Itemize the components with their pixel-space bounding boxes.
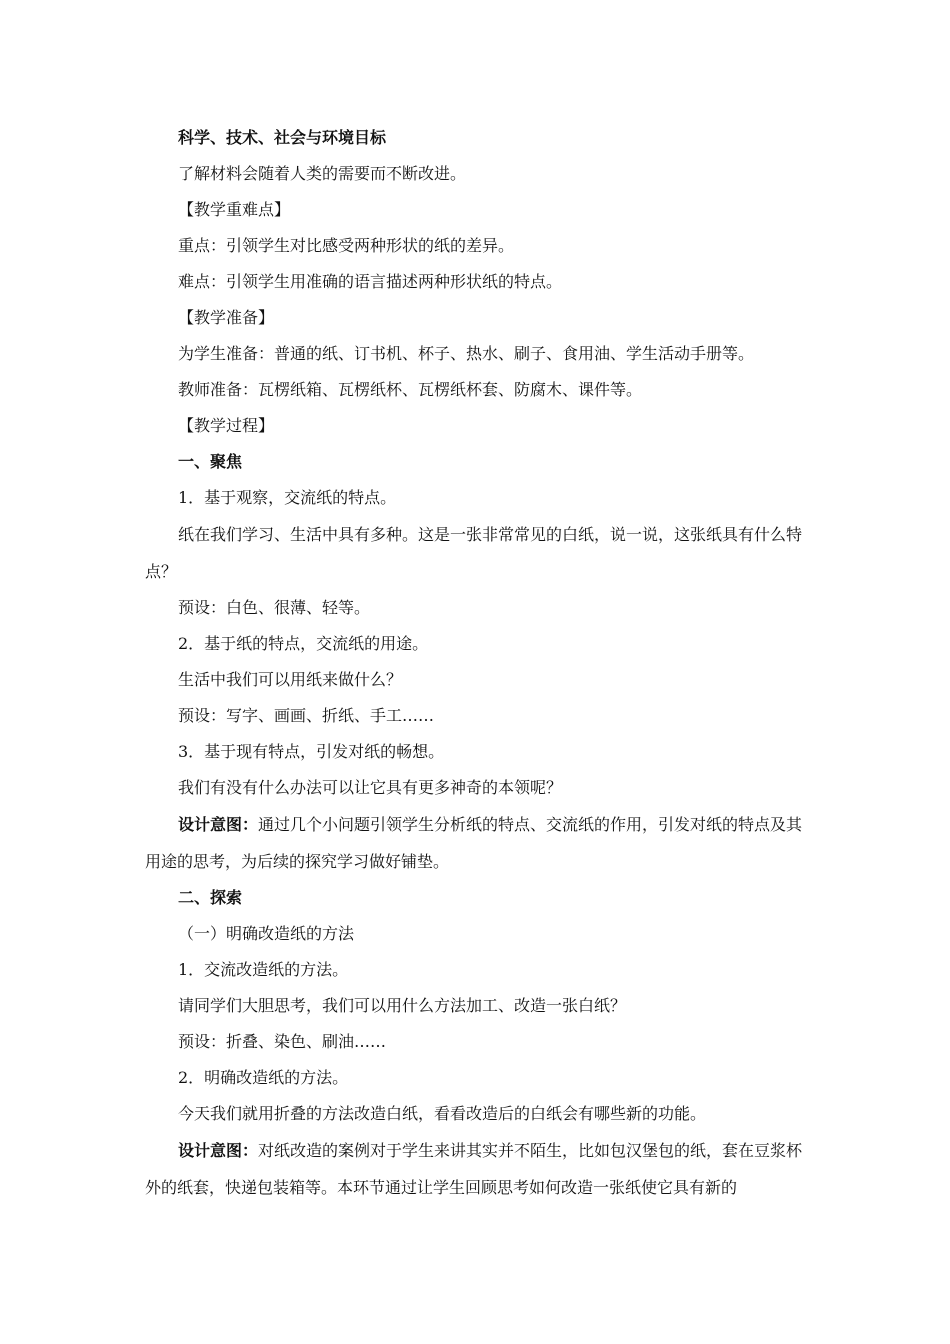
- s1-item2-text: 生活中我们可以用纸来做什么？: [178, 670, 403, 689]
- s1-item2: 2．基于纸的特点，交流纸的用途。: [178, 634, 429, 653]
- design-label-1: 设计意图：: [178, 815, 259, 834]
- s1-item3: 3．基于现有特点，引发对纸的畅想。: [178, 742, 445, 761]
- s2-item2-text: 今天我们就用折叠的方法改造白纸，看看改造后的白纸会有哪些新的功能。: [178, 1104, 707, 1123]
- section2-heading: 二、探索: [178, 888, 243, 907]
- prep-heading: 【教学准备】: [178, 308, 275, 327]
- s1-item2-preset: 预设：写字、画画、折纸、手工……: [178, 706, 435, 725]
- s2-item2: 2．明确改造纸的方法。: [178, 1068, 349, 1087]
- process-heading: 【教学过程】: [178, 416, 275, 435]
- design-intent-2: [145, 1132, 810, 1206]
- s2-item1-text: 请同学们大胆思考，我们可以用什么方法加工、改造一张白纸？: [178, 996, 627, 1015]
- key-point: 重点：引领学生对比感受两种形状的纸的差异。: [178, 236, 515, 255]
- s1-item1-text: 纸在我们学习、生活中具有多种。这是一张非常常见的白纸，说一说，这张纸具有什么特点？: [145, 525, 803, 581]
- s2-item1: 1．交流改造纸的方法。: [178, 960, 349, 979]
- design-text-2: 对纸改造的案例对于学生来讲其实并不陌生，比如包汉堡包的纸，套在豆浆杯外的纸套，快递包装箱等。本环节通过让学生回顾思考如何改造一张纸使它具有新的: [145, 1141, 803, 1197]
- teacher-prep: 教师准备：瓦楞纸箱、瓦楞纸杯、瓦楞纸杯套、防腐木、课件等。: [178, 380, 643, 399]
- goal-heading: 科学、技术、社会与环境目标: [178, 128, 387, 147]
- difficulty-heading: 【教学重难点】: [178, 200, 291, 219]
- s1-item1: 1．基于观察，交流纸的特点。: [178, 488, 397, 507]
- s1-item1-preset: 预设：白色、很薄、轻等。: [178, 598, 371, 617]
- design-intent-1: [145, 806, 810, 880]
- goal-text: 了解材料会随着人类的需要而不断改进。: [178, 164, 467, 183]
- hard-point: 难点：引领学生用准确的语言描述两种形状纸的特点。: [178, 272, 563, 291]
- section1-heading: 一、聚焦: [178, 452, 243, 471]
- design-label-2: 设计意图：: [178, 1141, 259, 1160]
- document-body: [145, 120, 810, 1206]
- design-text-1: 通过几个小问题引领学生分析纸的特点、交流纸的作用，引发对纸的特点及其用途的思考，为后续的探究学习做好铺垫。: [145, 815, 803, 871]
- student-prep: 为学生准备：普通的纸、订书机、杯子、热水、刷子、食用油、学生活动手册等。: [178, 344, 755, 363]
- s1-item3-text: 我们有没有什么办法可以让它具有更多神奇的本领呢？: [178, 778, 563, 797]
- s2-item1-preset: 预设：折叠、染色、刷油……: [178, 1032, 387, 1051]
- s2-sub1: （一）明确改造纸的方法: [178, 924, 355, 943]
